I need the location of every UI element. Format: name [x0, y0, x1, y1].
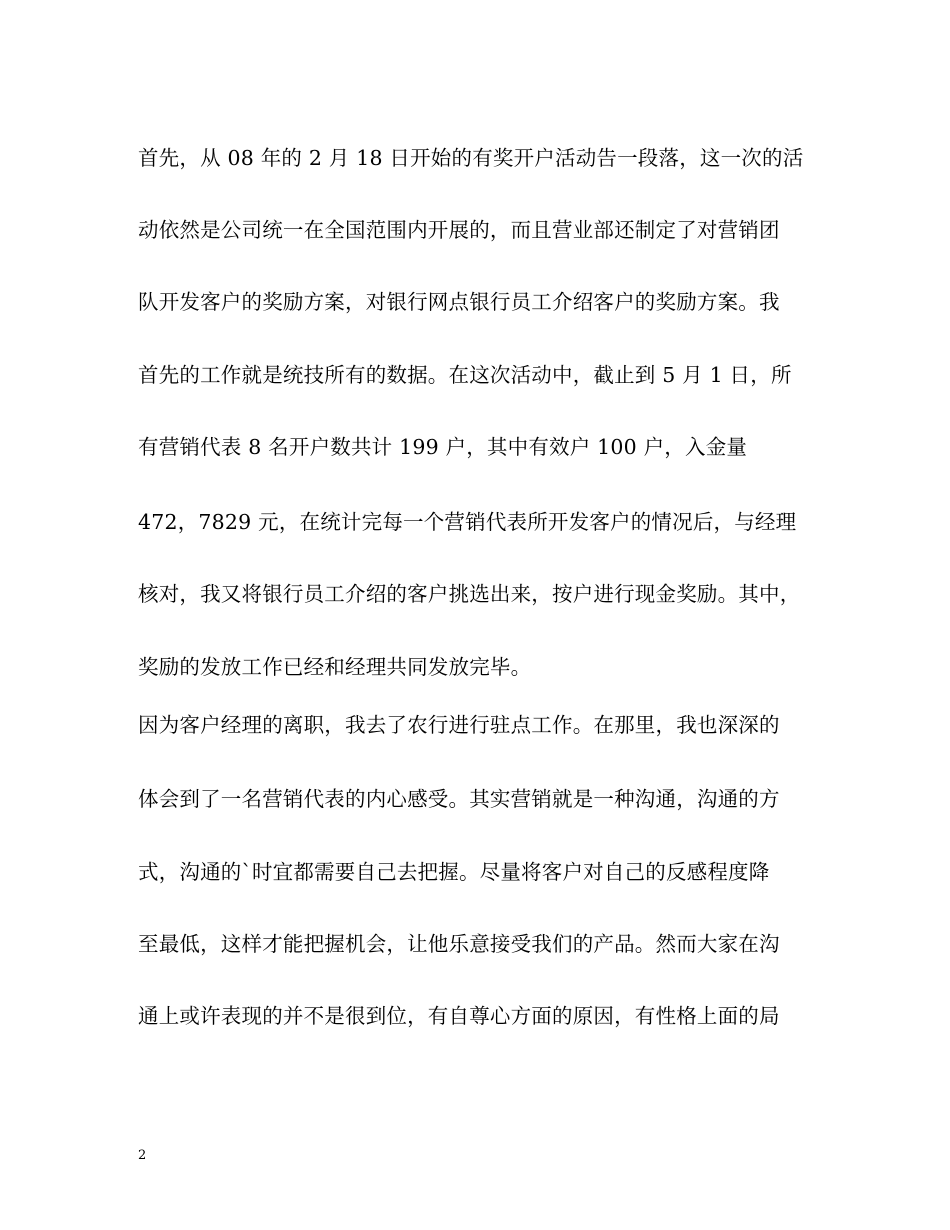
text-line: 核对，我又将银行员工介绍的客户挑选出来，按户进行现金奖励。其中，	[138, 582, 801, 606]
text-line: 体会到了一名营销代表的内心感受。其实营销就是一种沟通，沟通的方	[138, 787, 780, 811]
text-line: 奖励的发放工作已经和经理共同发放完毕。	[138, 655, 532, 679]
text-line: 式，沟通的`时宜都需要自己去把握。尽量将客户对自己的反感程度降	[138, 860, 770, 884]
text-line: 队开发客户的奖励方案，对银行网点银行员工介绍客户的奖励方案。我	[138, 290, 780, 314]
text-line: 有营销代表 8 名开户数共计 199 户，其中有效户 100 户，入金量	[138, 435, 748, 459]
text-line: 首先的工作就是统技所有的数据。在这次活动中，截止到 5 月 1 日，所	[138, 363, 792, 387]
page-number: 2	[138, 1148, 147, 1163]
text-line: 至最低，这样才能把握机会，让他乐意接受我们的产品。然而大家在沟	[138, 932, 780, 956]
text-line: 首先，从 08 年的 2 月 18 日开始的有奖开户活动告一段落，这一次的活	[138, 146, 804, 170]
text-line: 通上或许表现的并不是很到位，有自尊心方面的原因，有性格上面的局	[138, 1004, 780, 1028]
text-line: 因为客户经理的离职，我去了农行进行驻点工作。在那里，我也深深的	[138, 713, 780, 737]
text-line: 472，7829 元，在统计完每一个营销代表所开发客户的情况后，与经理	[138, 510, 797, 534]
text-line: 动依然是公司统一在全国范围内开展的，而且营业部还制定了对营销团	[138, 218, 780, 242]
